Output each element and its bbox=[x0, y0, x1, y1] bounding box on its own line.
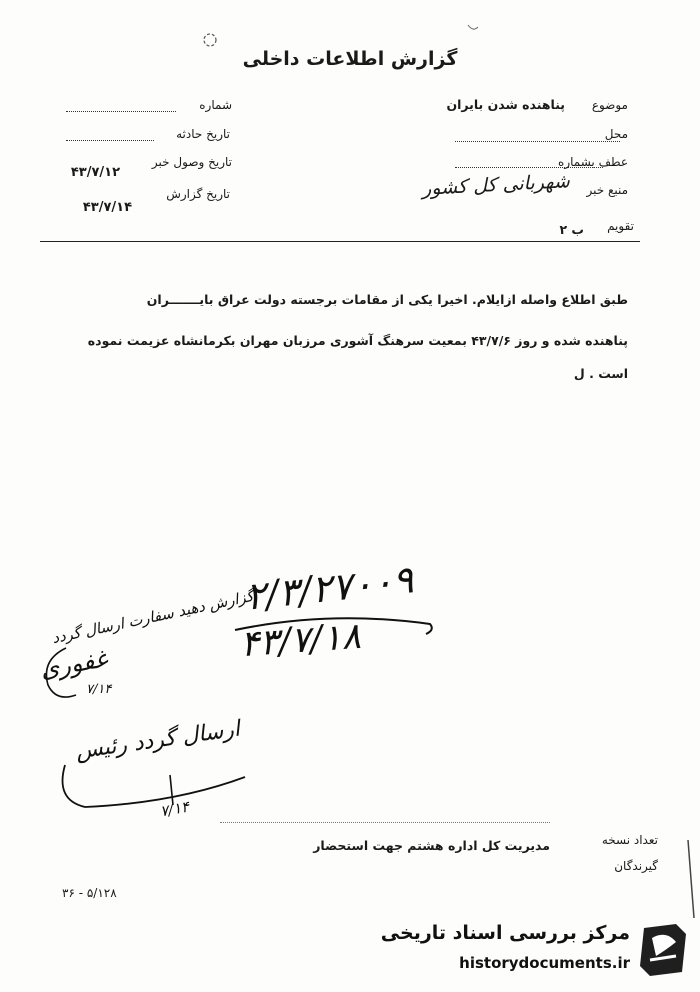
reference-dotted-line bbox=[455, 167, 603, 168]
subject-value: پناهنده شدن بایران bbox=[446, 97, 565, 112]
news-received-value: ۴۳/۷/۱۲ bbox=[70, 165, 120, 180]
source-value-handwritten: شهربانی کل کشور bbox=[421, 170, 571, 200]
watermark-url: historydocuments.ir bbox=[459, 954, 630, 972]
subject-label: موضوع bbox=[591, 98, 628, 112]
body-line-2: پناهنده شده و روز ۴۳/۷/۶ بمعیت سرهنگ آشوری مرزبان مهران بکرمانشاه عزیمت نموده bbox=[87, 333, 628, 348]
hole-punch-mark bbox=[200, 30, 220, 50]
signature-1-flourish bbox=[36, 640, 96, 710]
document-title: گزارش اطلاعات داخلی bbox=[242, 48, 458, 70]
number-dotted-line bbox=[66, 111, 176, 112]
incident-date-label: تاریخ حادثه bbox=[176, 127, 230, 141]
location-dotted-line bbox=[455, 141, 620, 142]
corner-tick-mark bbox=[465, 22, 481, 36]
number-label: شماره bbox=[199, 98, 232, 112]
rating-value: ب ۲ bbox=[559, 222, 584, 237]
report-date-label: تاریخ گزارش bbox=[166, 187, 230, 201]
handwritten-note-1-date: ۷/۱۴ bbox=[86, 682, 112, 697]
rating-label: تقویم bbox=[607, 219, 634, 233]
location-label: محل bbox=[604, 127, 628, 141]
watermark-name: مرکز بررسی اسناد تاریخی bbox=[380, 922, 630, 944]
source-label: منبع خبر bbox=[586, 183, 628, 197]
handwritten-note-2: ارسال گردد رئیس bbox=[74, 716, 242, 765]
registry-number-handwritten: ۲/۳/۲۷۰۰۹ bbox=[243, 557, 416, 619]
reference-label: عطف بشماره bbox=[558, 155, 628, 169]
recipients-label: گیرندگان bbox=[614, 859, 658, 873]
header-separator bbox=[40, 241, 640, 242]
registry-date-handwritten: ۴۳/۷/۱۸ bbox=[238, 615, 363, 666]
copies-label: تعداد نسخه bbox=[601, 833, 658, 847]
copies-value: مدیریت کل اداره هشتم جهت استحضار bbox=[313, 838, 550, 853]
signature-2-stroke bbox=[55, 755, 255, 815]
news-received-label: تاریخ وصول خبر bbox=[151, 155, 232, 169]
incident-date-dotted-line bbox=[66, 140, 154, 141]
body-line-1: طبق اطلاع واصله ازایلام. اخیرا یکی از مقامات برجسته دولت عراق بایـــــــران bbox=[146, 292, 628, 307]
report-date-value: ۴۳/۷/۱۴ bbox=[82, 200, 132, 215]
handwritten-signature-1: غفوری bbox=[38, 644, 110, 684]
form-code: ۳۶ - ۵/۱۲۸ bbox=[62, 886, 117, 900]
handwritten-note-1: گزارش دهید سفارت ارسال گردد bbox=[50, 586, 256, 648]
handwritten-note-2-date: ۷/۱۴ bbox=[158, 797, 191, 821]
footer-top-rule bbox=[220, 822, 550, 823]
archive-watermark bbox=[380, 914, 700, 992]
body-line-3: است . ل bbox=[573, 366, 628, 381]
page-edge-crease bbox=[684, 840, 700, 920]
archive-logo-icon bbox=[636, 920, 692, 980]
